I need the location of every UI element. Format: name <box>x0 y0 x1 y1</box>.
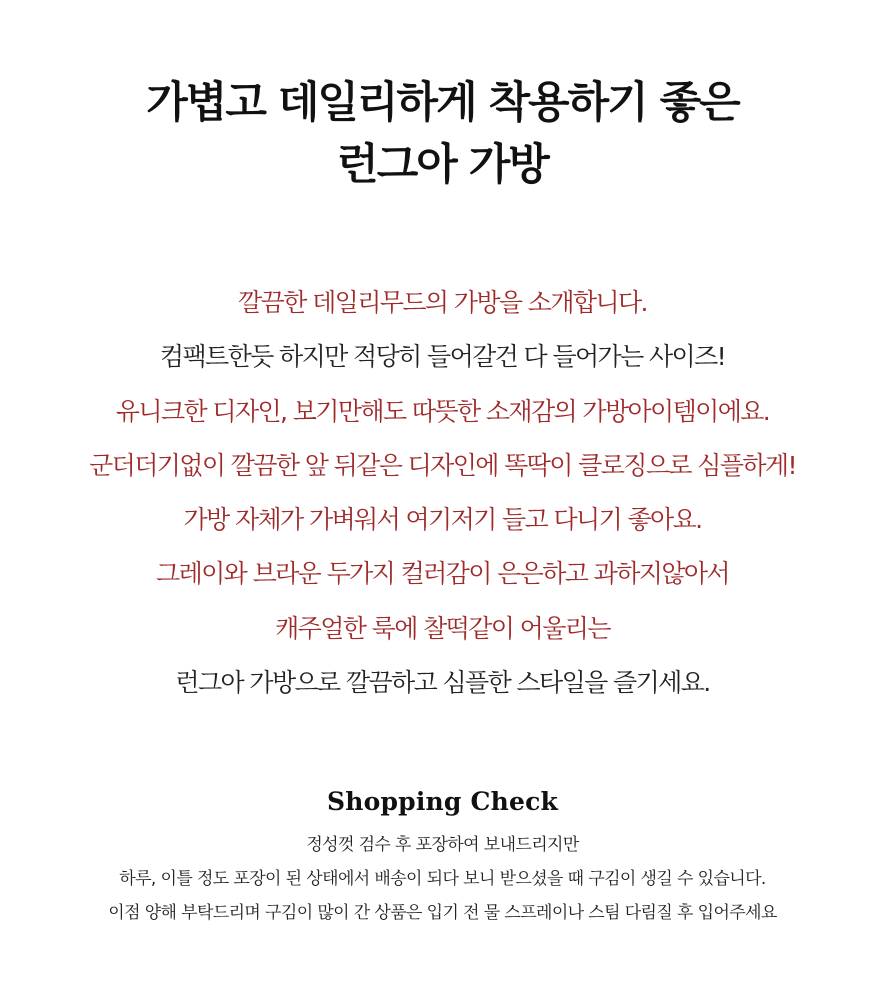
description-line: 군더더기없이 깔끔한 앞 뒤같은 디자인에 똑딱이 클로징으로 심플하게! <box>89 450 796 480</box>
description-line: 컴팩트한듯 하지만 적당히 들어갈건 다 들어가는 사이즈! <box>159 342 726 372</box>
page-title-line-1: 가볍고 데일리하게 착용하기 좋은 <box>146 78 739 128</box>
product-description <box>0 284 885 718</box>
shopping-check-note: 하루, 이틀 정도 포장이 된 상태에서 배송이 되다 보니 받으셨을 때 구김이 생길 수 있습니다. <box>119 869 766 889</box>
description-line: 런그아 가방으로 깔끔하고 심플한 스타일을 즐기세요. <box>175 668 710 698</box>
shopping-check-note: 이점 양해 부탁드리며 구김이 많이 간 상품은 입기 전 물 스프레이나 스팀 다림질 후 입어주세요 <box>108 903 777 923</box>
shopping-check-title: Shopping Check <box>326 787 559 816</box>
shopping-check-notes <box>0 830 885 932</box>
description-line: 캐주얼한 룩에 찰떡같이 어울리는 <box>275 613 610 643</box>
description-line: 가방 자체가 가벼워서 여기저기 들고 다니기 좋아요. <box>183 505 702 535</box>
shopping-check-note: 정성껏 검수 후 포장하여 보내드리지만 <box>306 835 579 855</box>
description-line: 유니크한 디자인, 보기만해도 따뜻한 소재감의 가방아이템이에요. <box>115 396 770 426</box>
description-line: 그레이와 브라운 두가지 컬러감이 은은하고 과하지않아서 <box>156 559 729 589</box>
description-line: 깔끔한 데일리무드의 가방을 소개합니다. <box>238 288 647 317</box>
page-title-line-2: 런그아 가방 <box>337 140 548 190</box>
